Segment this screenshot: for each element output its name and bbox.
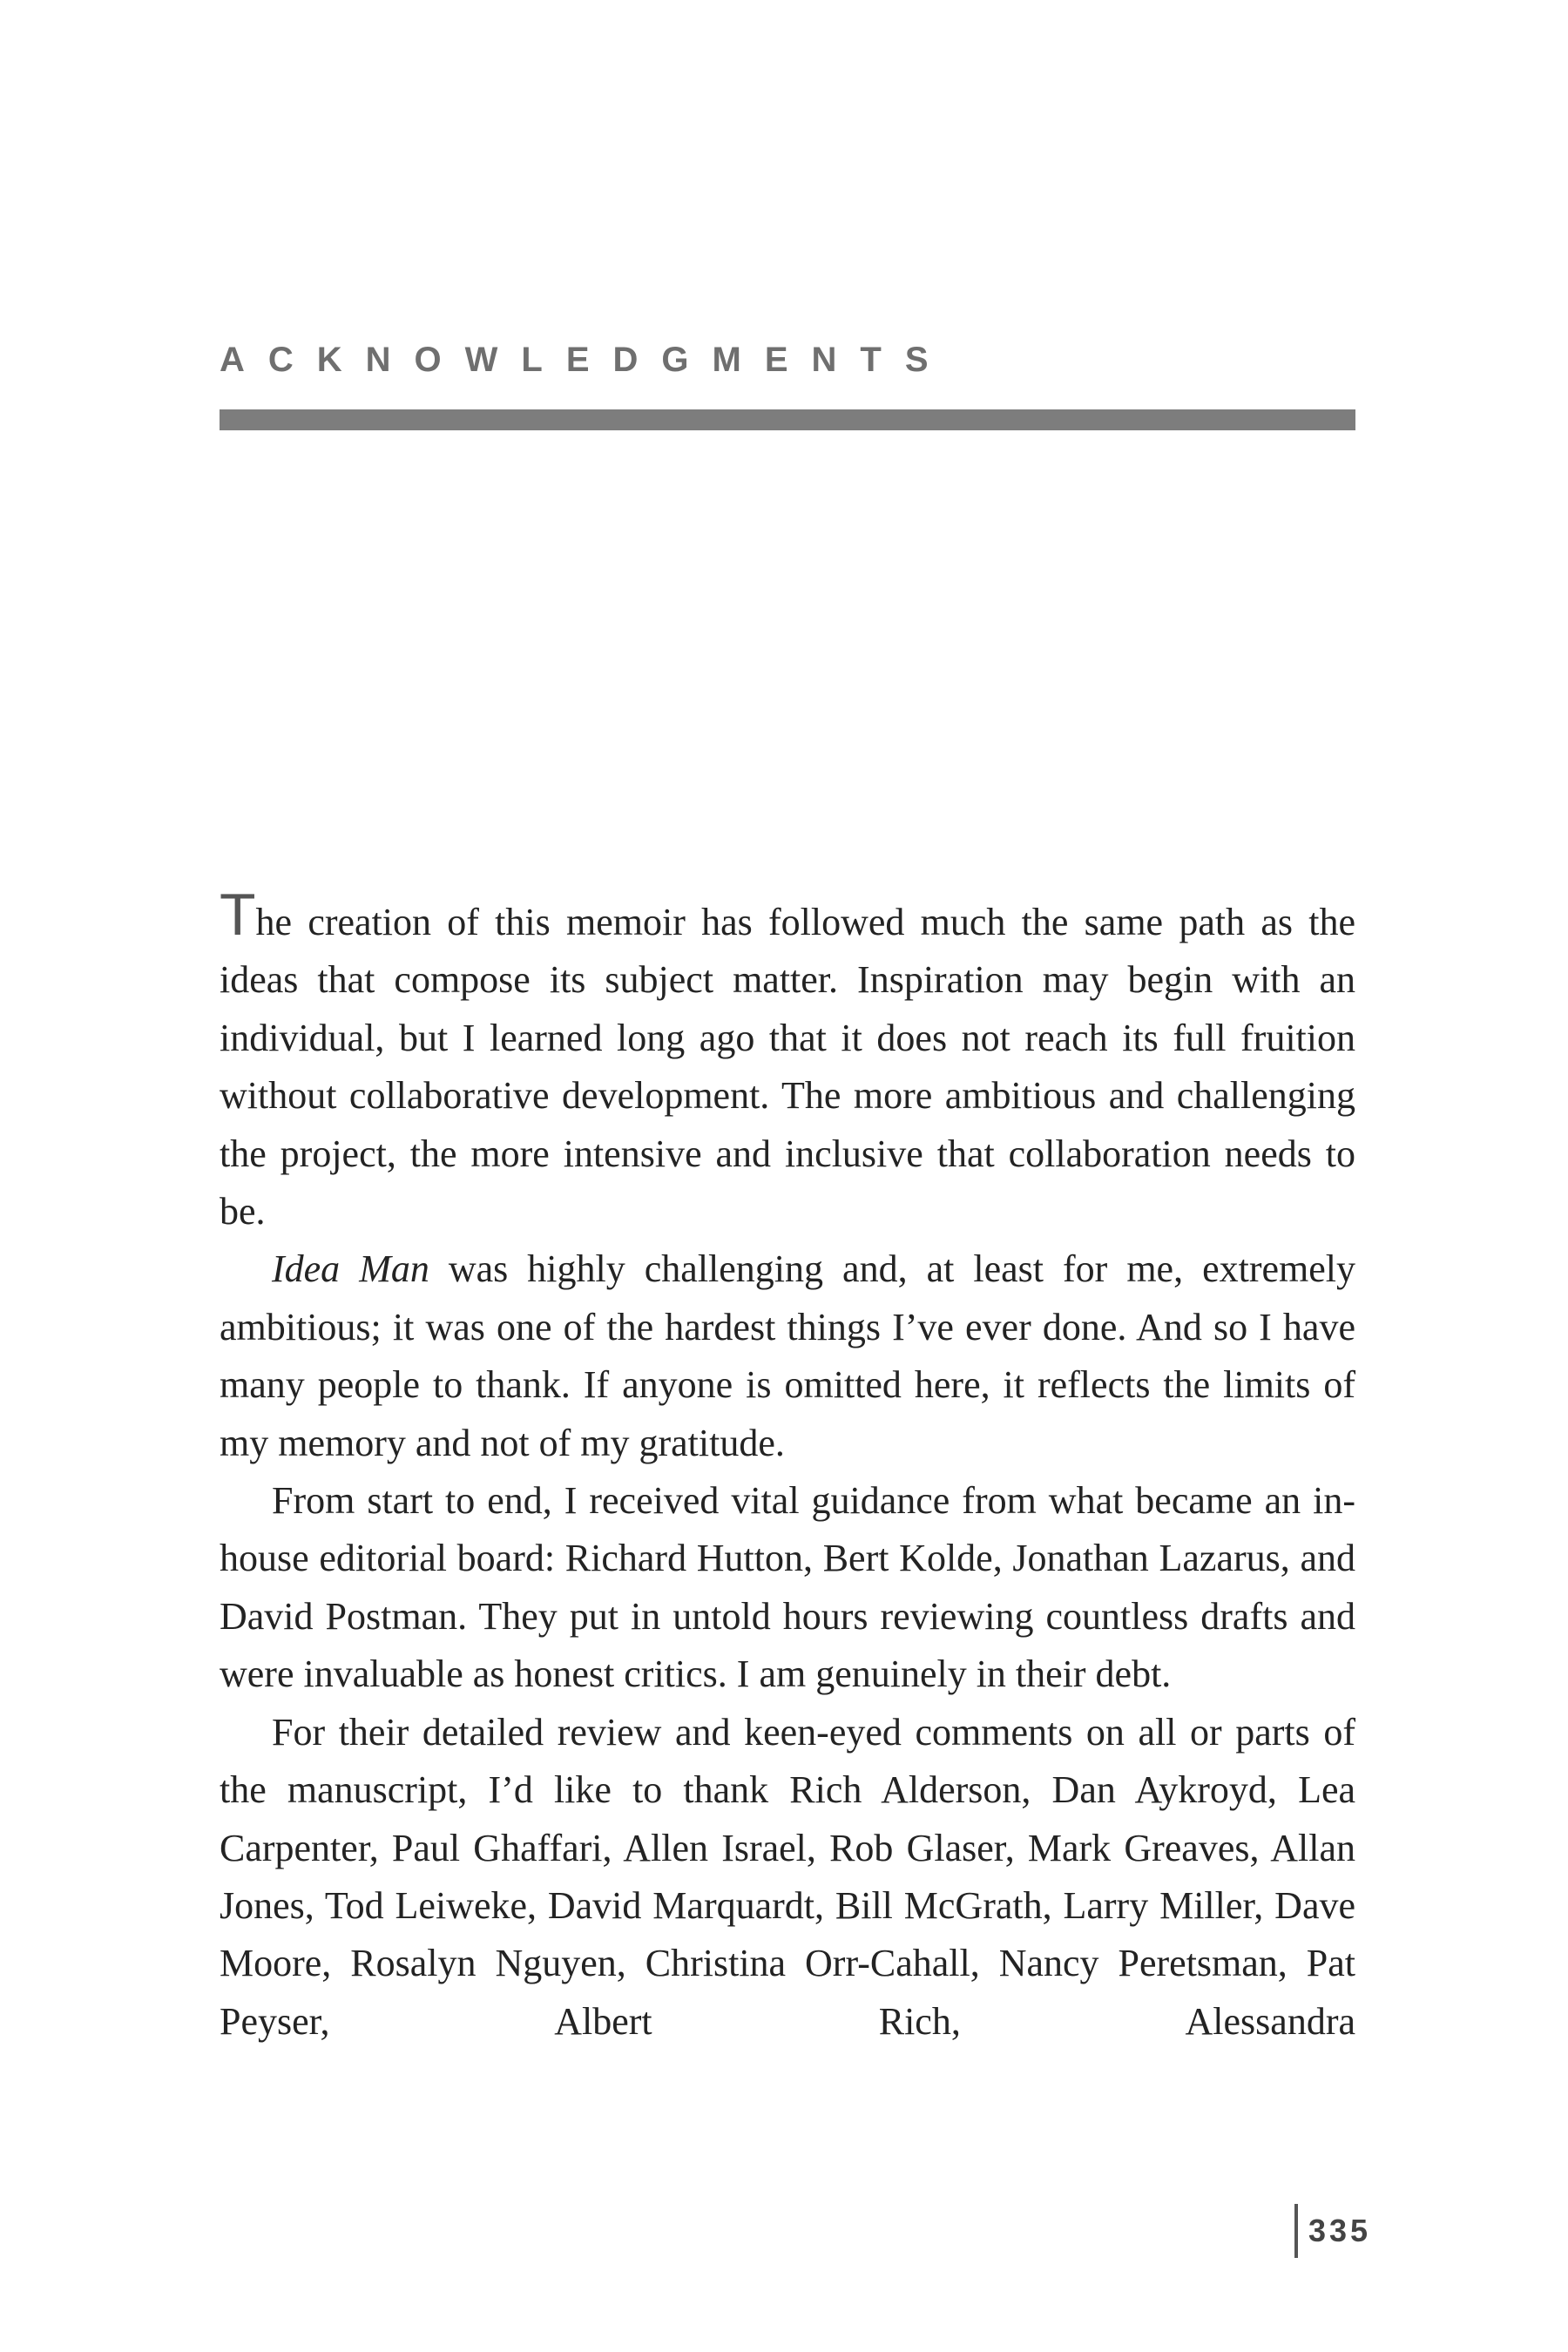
body-text	[220, 882, 1355, 2051]
drop-cap: T	[220, 882, 256, 948]
page-folio	[1294, 2204, 1371, 2258]
folio-bar	[1294, 2204, 1298, 2258]
chapter-heading: ACKNOWLEDGMENTS	[220, 341, 952, 379]
page-number: 335	[1308, 2213, 1372, 2248]
paragraph-2	[220, 1240, 1355, 1472]
book-title-italic: Idea Man	[272, 1247, 429, 1291]
paragraph-1-text: he creation of this memoir has followed much the same path as the ideas that compose its subject matter. Inspiration may begin with an individual, but I learned long ago that it does not reach its full fruition without collaborative development. The more ambitious and challenging the project, the more intensive and inclusive that collaboration needs to be.	[220, 901, 1355, 1233]
paragraph-3: From start to end, I received vital guidance from what became an in-house editorial board: Richard Hutton, Bert Kolde, Jonathan Lazarus, and David Postman. They put in untold hours reviewing countless drafts and were invaluable as honest critics. I am genuinely in their debt.	[220, 1479, 1355, 1696]
heading-rule	[220, 409, 1355, 430]
paragraph-1	[220, 882, 1355, 1240]
paragraph-2-text: was highly challenging and, at least for me, extremely ambitious; it was one of the hardest things I’ve ever done. And so I have many people to thank. If anyone is omitted here, it reflects the limits of my memory and not of my gratitude.	[220, 1247, 1355, 1464]
paragraph-4: For their detailed review and keen-eyed comments on all or parts of the manuscript, I’d like to thank Rich Alderson, Dan Aykroyd, Lea Carpenter, Paul Ghaffari, Allen Israel, Rob Glaser, Mark Greaves, Allan Jones, Tod Leiweke, David Marquardt, Bill McGrath, Larry Miller, Dave Moore, Rosalyn Nguyen, Christina Orr-Cahall, Nancy Peretsman, Pat Peyser, Albert Rich, Alessandra	[220, 1710, 1355, 2043]
